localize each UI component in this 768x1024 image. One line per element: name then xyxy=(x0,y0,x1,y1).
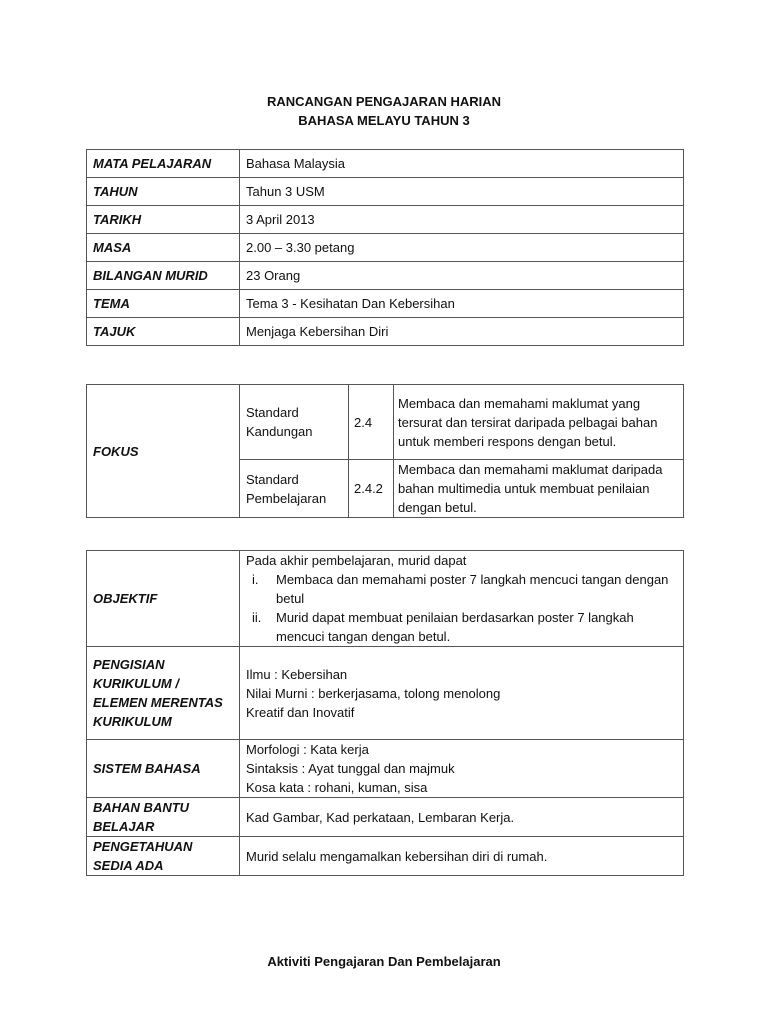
fokus-label: FOKUS xyxy=(87,385,240,518)
sistem-bahasa-label: SISTEM BAHASA xyxy=(87,740,240,798)
row-label: TARIKH xyxy=(87,206,240,234)
table-row xyxy=(87,551,684,647)
section-title: Aktiviti Pengajaran Dan Pembelajaran xyxy=(267,954,501,969)
standard-code: 2.4.2 xyxy=(349,460,394,518)
pengisian-line: Kreatif dan Inovatif xyxy=(246,704,355,720)
table-row xyxy=(87,798,684,837)
row-value: 3 April 2013 xyxy=(240,206,684,234)
table-row xyxy=(87,385,684,460)
list-item xyxy=(246,570,677,608)
table-row xyxy=(87,318,684,346)
row-label: MATA PELAJARAN xyxy=(87,150,240,178)
table-row xyxy=(87,837,684,876)
pengisian-line: Ilmu : Kebersihan xyxy=(246,666,348,682)
standard-name: Standard Kandungan xyxy=(240,385,349,460)
objektif-content xyxy=(240,551,684,647)
table-row xyxy=(87,206,684,234)
objektif-list xyxy=(246,570,677,646)
list-number: i. xyxy=(252,572,259,587)
table-row xyxy=(87,262,684,290)
row-value: Bahasa Malaysia xyxy=(240,150,684,178)
row-label: TEMA xyxy=(87,290,240,318)
pengisian-label: PENGISIAN KURIKULUM / ELEMEN MERENTAS KURIKULUM xyxy=(87,647,240,740)
table-row xyxy=(87,178,684,206)
pengetahuan-label: PENGETAHUAN SEDIA ADA xyxy=(87,837,240,876)
row-value: Tahun 3 USM xyxy=(240,178,684,206)
bahan-value: Kad Gambar, Kad perkataan, Lembaran Kerja. xyxy=(240,798,684,837)
sistem-bahasa-content xyxy=(240,740,684,798)
objektif-label: OBJEKTIF xyxy=(87,551,240,647)
table-row xyxy=(87,647,684,740)
objektif-intro: Pada akhir pembelajaran, murid dapat xyxy=(246,553,467,568)
standard-name: Standard Pembelajaran xyxy=(240,460,349,518)
sistem-bahasa-line: Sintaksis : Ayat tunggal dan majmuk xyxy=(246,761,455,776)
document-subtitle: BAHASA MELAYU TAHUN 3 xyxy=(298,113,470,128)
row-value: Menjaga Kebersihan Diri xyxy=(240,318,684,346)
standard-code: 2.4 xyxy=(349,385,394,460)
list-text: Murid dapat membuat penilaian berdasarkan poster 7 langkah mencuci tangan dengan betul. xyxy=(276,610,634,644)
table-row xyxy=(87,234,684,262)
table-row xyxy=(87,290,684,318)
info-table xyxy=(86,149,684,346)
row-value: 2.00 – 3.30 petang xyxy=(240,234,684,262)
row-value: Tema 3 - Kesihatan Dan Kebersihan xyxy=(240,290,684,318)
table-row xyxy=(87,150,684,178)
row-label: TAJUK xyxy=(87,318,240,346)
row-label: BILANGAN MURID xyxy=(87,262,240,290)
details-table xyxy=(86,550,684,876)
row-label: TAHUN xyxy=(87,178,240,206)
sistem-bahasa-line: Kosa kata : rohani, kuman, sisa xyxy=(246,780,428,795)
list-text: Membaca dan memahami poster 7 langkah mencuci tangan dengan betul xyxy=(276,572,669,606)
pengetahuan-value: Murid selalu mengamalkan kebersihan diri di rumah. xyxy=(240,837,684,876)
row-value: 23 Orang xyxy=(240,262,684,290)
document-title: RANCANGAN PENGAJARAN HARIAN xyxy=(266,94,501,109)
pengisian-line: Nilai Murni : berkerjasama, tolong menolong xyxy=(246,685,501,701)
standard-description: Membaca dan memahami maklumat yang tersurat dan tersirat daripada pelbagai bahan untuk memberi respons dengan betul. xyxy=(394,385,684,460)
bahan-label: BAHAN BANTU BELAJAR xyxy=(87,798,240,837)
list-number: ii. xyxy=(252,610,262,625)
sistem-bahasa-line: Morfologi : Kata kerja xyxy=(246,742,369,757)
table-row xyxy=(87,740,684,798)
fokus-table xyxy=(86,384,684,518)
list-item xyxy=(246,608,677,646)
row-label: MASA xyxy=(87,234,240,262)
standard-description: Membaca dan memahami maklumat daripada bahan multimedia untuk membuat penilaian dengan betul. xyxy=(394,460,684,518)
pengisian-content xyxy=(240,647,684,740)
